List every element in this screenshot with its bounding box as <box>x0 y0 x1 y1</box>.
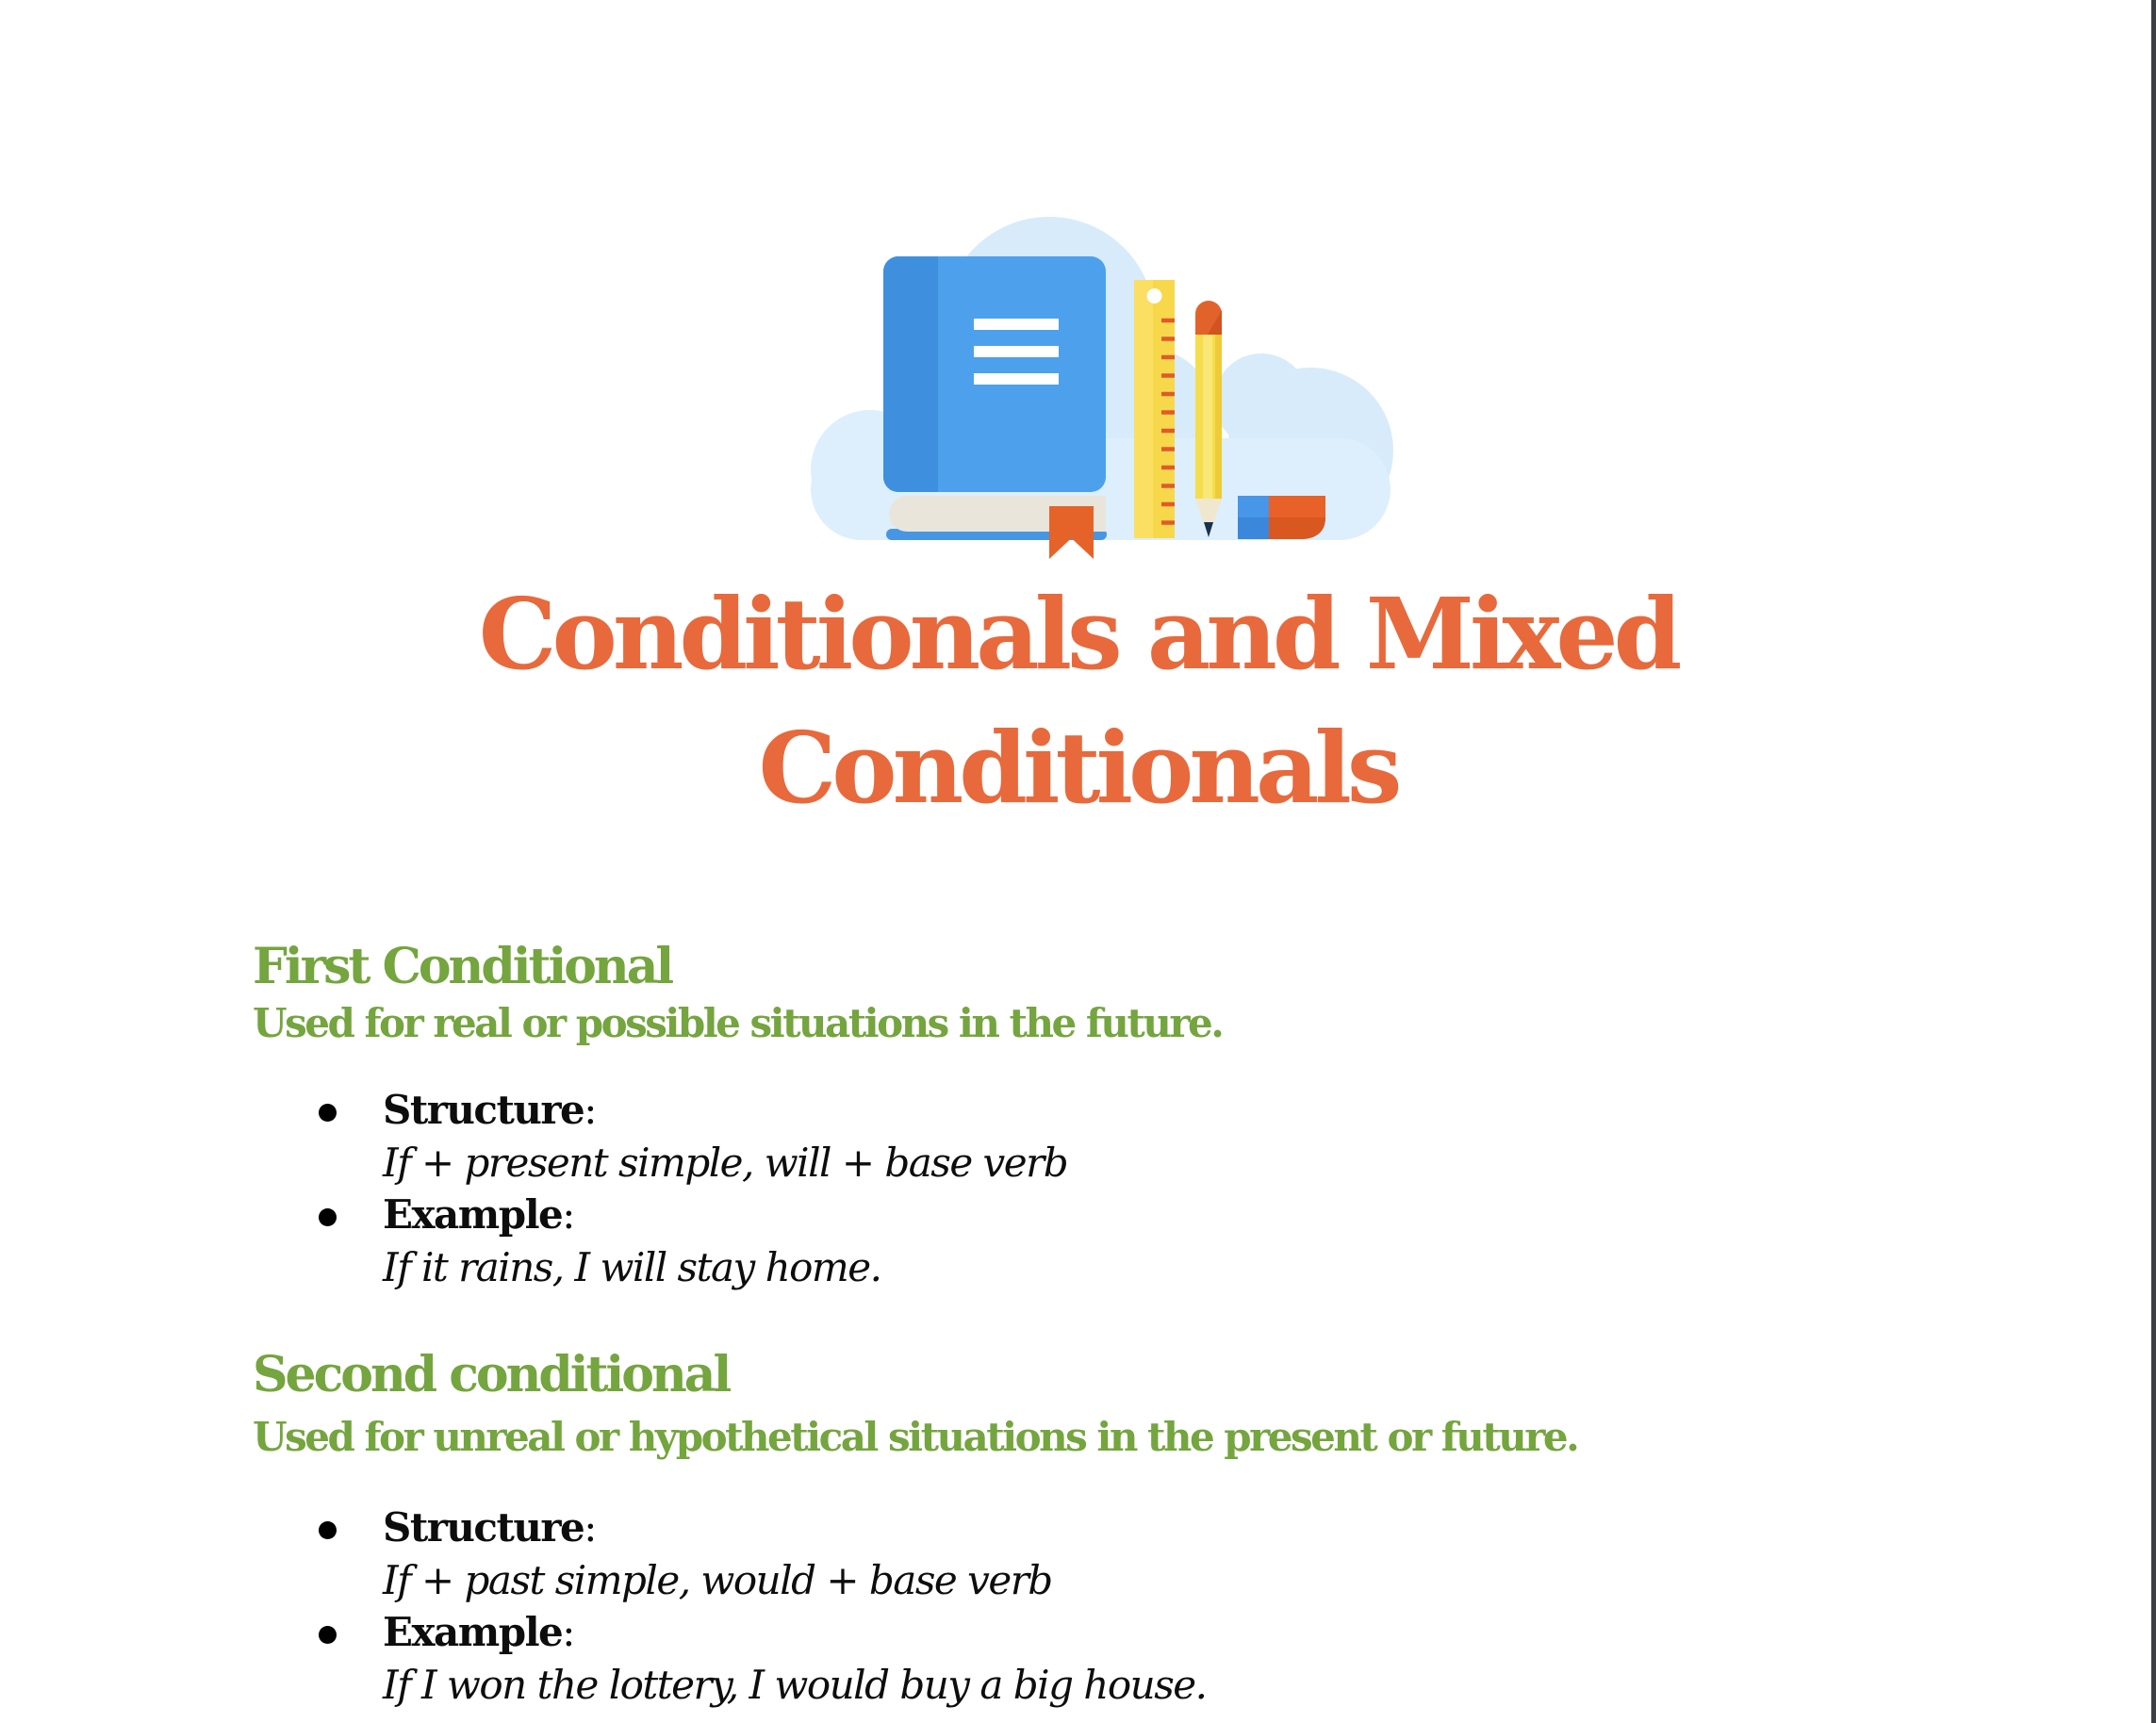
bullet-icon <box>319 1208 337 1226</box>
bullet-term-line: Structure: <box>383 1087 596 1133</box>
ruler-icon <box>1134 280 1175 538</box>
section-description-second-conditional: Used for unreal or hypothetical situations in the present or future. <box>253 1414 1578 1460</box>
bullet-icon <box>319 1626 337 1644</box>
book-icon <box>883 256 1107 559</box>
bullet-detail: If I won the lottery, I would buy a big house. <box>383 1661 1207 1708</box>
section-heading-first-conditional: First Conditional <box>253 938 672 995</box>
eraser-icon <box>1238 496 1325 539</box>
bullet-icon <box>319 1104 337 1122</box>
bullet-list-first-conditional <box>319 1084 1968 1293</box>
bullet-icon <box>319 1521 337 1539</box>
bullet-term-line: Example: <box>383 1609 574 1655</box>
scrollbar-track[interactable] <box>2151 0 2156 1723</box>
bullet-term-line: Structure: <box>383 1504 596 1551</box>
list-item-structure <box>319 1084 1968 1189</box>
section-heading-second-conditional: Second conditional <box>253 1346 730 1403</box>
bookmark-ribbon-icon <box>1049 506 1094 559</box>
list-item-structure <box>319 1501 1968 1606</box>
bullet-detail: If + present simple, will + base verb <box>383 1139 1068 1186</box>
bullet-term-line: Example: <box>383 1191 574 1238</box>
list-item-example <box>319 1606 1968 1711</box>
page-title <box>0 567 2156 835</box>
page-title-line-1: Conditionals and Mixed <box>478 576 1678 692</box>
bullet-list-second-conditional <box>319 1501 1968 1711</box>
book-and-stationery-illustration <box>792 207 1414 566</box>
list-item-example <box>319 1189 1968 1293</box>
section-description-first-conditional: Used for real or possible situations in the future. <box>253 1000 1223 1046</box>
bullet-detail: If it rains, I will stay home. <box>383 1243 881 1290</box>
pencil-icon <box>1195 301 1222 537</box>
page-title-line-2: Conditionals <box>758 710 1398 826</box>
bullet-detail: If + past simple, would + base verb <box>383 1556 1052 1603</box>
